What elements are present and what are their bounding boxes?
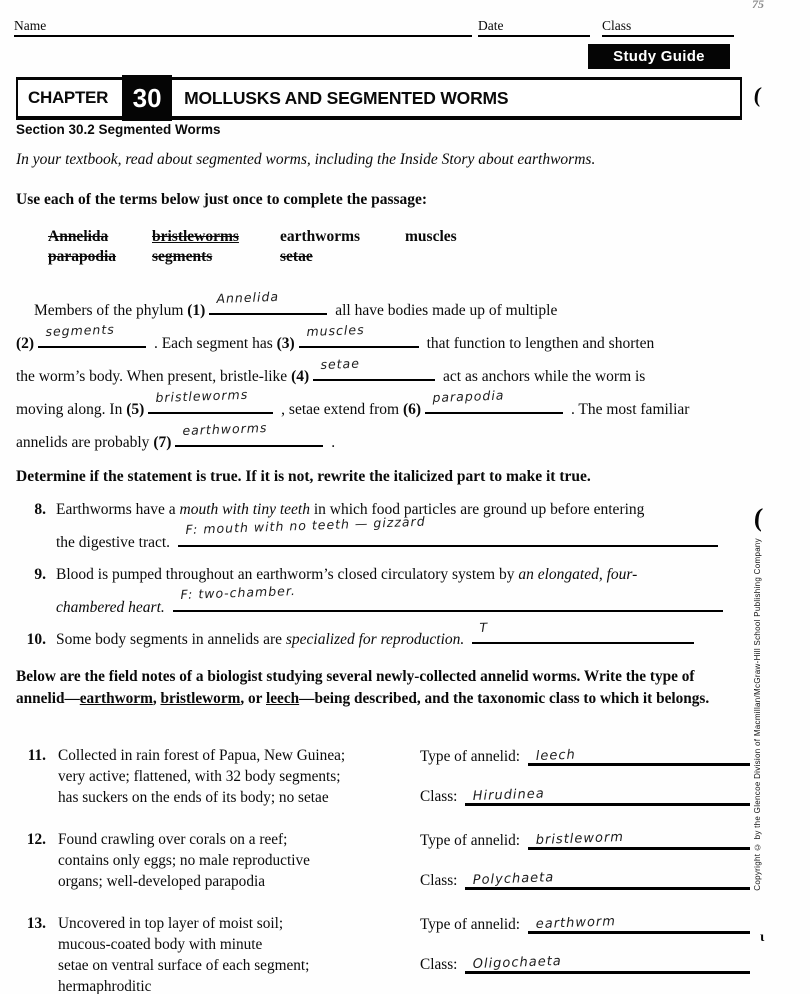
- field-note-answers: [420, 913, 750, 993]
- field-note-item: [16, 913, 756, 994]
- text-run: Members of the phylum: [34, 302, 188, 319]
- italic-text-run: an elongated, four-: [518, 566, 638, 583]
- study-guide-badge: Study Guide: [588, 44, 730, 69]
- word-bank-term: segments: [152, 248, 213, 265]
- text-run: , or: [240, 689, 266, 707]
- chapter-label: CHAPTER: [28, 88, 109, 107]
- handwritten-answer: Annelida: [216, 288, 280, 307]
- chapter-number-box: 30: [122, 75, 172, 121]
- text-run: Below are the field notes of a biologist studying several newly-collected annelid worms. Write the type of annelid—: [16, 668, 695, 707]
- italic-text-run: specialized for reproduction.: [285, 631, 465, 648]
- class-answer-row: [420, 785, 750, 806]
- class-label: Class:: [420, 956, 458, 973]
- type-answer-row: [420, 745, 750, 766]
- type-answer-row: [420, 829, 750, 850]
- handwritten-answer: segments: [45, 321, 116, 340]
- type-answer-blank: [528, 829, 750, 850]
- blank-number: (6): [402, 401, 422, 418]
- passage-line: [16, 321, 754, 360]
- answer-blank: [425, 387, 563, 414]
- date-label: Date: [478, 18, 504, 33]
- description-line: hermaphroditic: [58, 978, 152, 994]
- word-bank-term: muscles: [405, 228, 457, 245]
- true-false-item: [16, 619, 756, 657]
- underlined-term: bristleworm: [160, 689, 241, 707]
- class-label: Class: [602, 18, 632, 33]
- blank-number: (2): [16, 335, 35, 352]
- class-answer-blank: [465, 785, 750, 806]
- description-line: Collected in rain forest of Papua, New Guinea;: [58, 747, 346, 764]
- text-run: Blood is pumped throughout an earthworm’s closed circulatory system by: [56, 566, 519, 583]
- text-run: , setae extend from: [277, 401, 403, 418]
- item-number: 12.: [26, 831, 46, 848]
- answer-blank: [178, 513, 718, 547]
- item-body: [56, 494, 722, 559]
- class-label: Class:: [420, 788, 458, 805]
- passage-line: [16, 355, 754, 393]
- class-answer-row: [420, 869, 750, 890]
- item-line: [56, 582, 727, 625]
- handwritten-answer: earthworm: [535, 914, 617, 932]
- text-run: Earthworms have a: [56, 501, 180, 518]
- true-false-item: [16, 494, 756, 559]
- text-run: —being described, and the taxonomic class to which it belongs.: [299, 689, 710, 707]
- passage-line: [16, 386, 754, 426]
- item-number: 8.: [34, 501, 46, 518]
- handwritten-answer: leech: [535, 747, 577, 764]
- text-run: in which food particles are ground up before entering: [309, 501, 645, 518]
- description-line: Uncovered in top layer of moist soil;: [58, 915, 284, 932]
- type-of-annelid-label: Type of annelid:: [420, 916, 521, 933]
- item-number: 11.: [27, 747, 46, 764]
- handwritten-answer: bristleworm: [535, 829, 625, 848]
- field-note-answers: [420, 745, 750, 825]
- answer-blank: [209, 288, 327, 315]
- description-line: mucous-coated body with minute: [58, 936, 263, 953]
- terms-directive: Use each of the terms below just once to complete the passage:: [16, 191, 428, 208]
- class-answer-blank: [465, 953, 750, 974]
- blank-number: (1): [187, 302, 206, 319]
- answer-blank: [173, 582, 723, 612]
- text-run: [464, 631, 468, 648]
- type-of-annelid-label: Type of annelid:: [420, 832, 521, 849]
- description-line: Found crawling over corals on a reef;: [58, 831, 288, 848]
- passage-line: [16, 288, 754, 327]
- true-false-items: [16, 494, 756, 657]
- text-run: annelids are probably: [16, 434, 154, 451]
- text-run: Some body segments in annelids are: [56, 631, 286, 648]
- field-note-item: [16, 745, 756, 808]
- italic-text-run: chambered heart.: [56, 598, 169, 616]
- handwritten-answer: T: [479, 619, 489, 635]
- section-intro: In your textbook, read about segmented worms, including the Inside Story about earthworms.: [16, 151, 596, 168]
- handwritten-answer: F: two-chamber.: [179, 582, 296, 603]
- text-run: .: [327, 434, 336, 451]
- word-bank: [48, 228, 457, 266]
- text-run: ,: [152, 689, 161, 707]
- class-answer-blank: [465, 869, 750, 890]
- handwritten-answer: Polychaeta: [472, 870, 555, 888]
- italic-text-run: mouth with tiny teeth: [179, 501, 310, 518]
- fill-in-passage: [16, 288, 754, 459]
- true-false-directive: Determine if the statement is true. If it is not, rewrite the italicized part to make it true.: [16, 468, 591, 485]
- handwritten-answer: parapodia: [432, 387, 505, 406]
- margin-ink-mark-middle: (: [753, 502, 764, 533]
- answer-blank: [313, 355, 435, 381]
- corner-pencil-mark: 75: [752, 0, 764, 11]
- text-run: that function to lengthen and shorten: [422, 335, 655, 352]
- description-line: very active; flattened, with 32 body segments;: [58, 768, 341, 785]
- blank-number: (5): [126, 401, 145, 418]
- item-body: [56, 619, 698, 657]
- answer-blank: [472, 619, 694, 644]
- text-run: all have bodies made up of multiple: [331, 302, 558, 319]
- true-false-item: [16, 559, 756, 624]
- field-notes-items: [16, 745, 756, 994]
- item-number: 13.: [26, 915, 46, 932]
- item-number: 10.: [26, 631, 46, 648]
- class-answer-row: [420, 953, 750, 974]
- handwritten-answer: Oligochaeta: [472, 953, 563, 972]
- field-note-description: [58, 913, 410, 994]
- section-heading: Section 30.2 Segmented Worms: [16, 122, 221, 137]
- blank-number: (3): [276, 335, 295, 352]
- word-bank-term: parapodia: [48, 248, 117, 265]
- field-note-answers: [420, 829, 750, 909]
- answer-blank: [38, 321, 146, 348]
- item-line: [56, 619, 698, 657]
- item-line: [56, 513, 722, 560]
- underlined-term: leech: [266, 689, 300, 707]
- type-of-annelid-label: Type of annelid:: [420, 748, 521, 765]
- chapter-title-bar: [16, 77, 742, 120]
- margin-ink-mark-bottom: ɩ: [760, 930, 765, 945]
- date-field-line: [478, 18, 590, 37]
- handwritten-answer: muscles: [305, 321, 365, 340]
- text-run: the digestive tract.: [56, 533, 174, 551]
- text-run: the worm’s body. When present, bristle-like: [16, 368, 292, 385]
- description-line: contains only eggs; no male reproductive: [58, 852, 310, 869]
- text-run: act as anchors while the worm is: [439, 368, 646, 385]
- type-answer-row: [420, 913, 750, 934]
- word-bank-term: Annelida: [48, 228, 109, 245]
- name-field-line: [14, 18, 472, 37]
- class-label: Class:: [420, 872, 458, 889]
- answer-blank: [175, 420, 323, 447]
- type-answer-blank: [528, 745, 750, 766]
- handwritten-answer: setae: [320, 355, 361, 373]
- field-note-description: [58, 745, 410, 808]
- handwritten-answer: Hirudinea: [472, 786, 546, 804]
- class-field-line: [602, 18, 734, 37]
- field-note-description: [58, 829, 410, 892]
- margin-ink-mark-top: (: [752, 81, 763, 108]
- handwritten-answer: bristleworms: [155, 386, 249, 406]
- field-note-item: [16, 829, 756, 892]
- passage-line: [16, 420, 754, 459]
- copyright-vertical-text: Copyright © by the Glencoe Division of Macmillan/McGraw-Hill School Publishing Company: [753, 538, 762, 891]
- item-number: 9.: [34, 566, 46, 583]
- description-line: has suckers on the ends of its body; no setae: [58, 789, 329, 806]
- header-row: [14, 18, 734, 37]
- description-line: organs; well-developed parapodia: [58, 873, 266, 890]
- name-label: Name: [14, 18, 47, 33]
- chapter-title: MOLLUSKS AND SEGMENTED WORMS: [184, 87, 509, 108]
- description-line: setae on ventral surface of each segment;: [58, 957, 310, 974]
- blank-number: (7): [153, 434, 172, 451]
- field-notes-directive: [16, 666, 732, 709]
- item-line: [56, 559, 727, 592]
- word-bank-term: bristleworms: [152, 228, 239, 245]
- underlined-term: earthworm: [79, 689, 153, 707]
- item-body: [56, 559, 727, 624]
- word-bank-term: earthworms: [280, 228, 361, 245]
- type-answer-blank: [528, 913, 750, 934]
- handwritten-answer: F: mouth with no teeth — gizzard: [185, 513, 426, 538]
- word-bank-term: setae: [280, 248, 313, 265]
- handwritten-answer: earthworms: [182, 420, 269, 439]
- text-run: moving along. In: [16, 401, 127, 418]
- answer-blank: [299, 321, 419, 348]
- blank-number: (4): [291, 368, 310, 385]
- text-run: . The most familiar: [567, 401, 690, 418]
- text-run: . Each segment has: [150, 335, 277, 352]
